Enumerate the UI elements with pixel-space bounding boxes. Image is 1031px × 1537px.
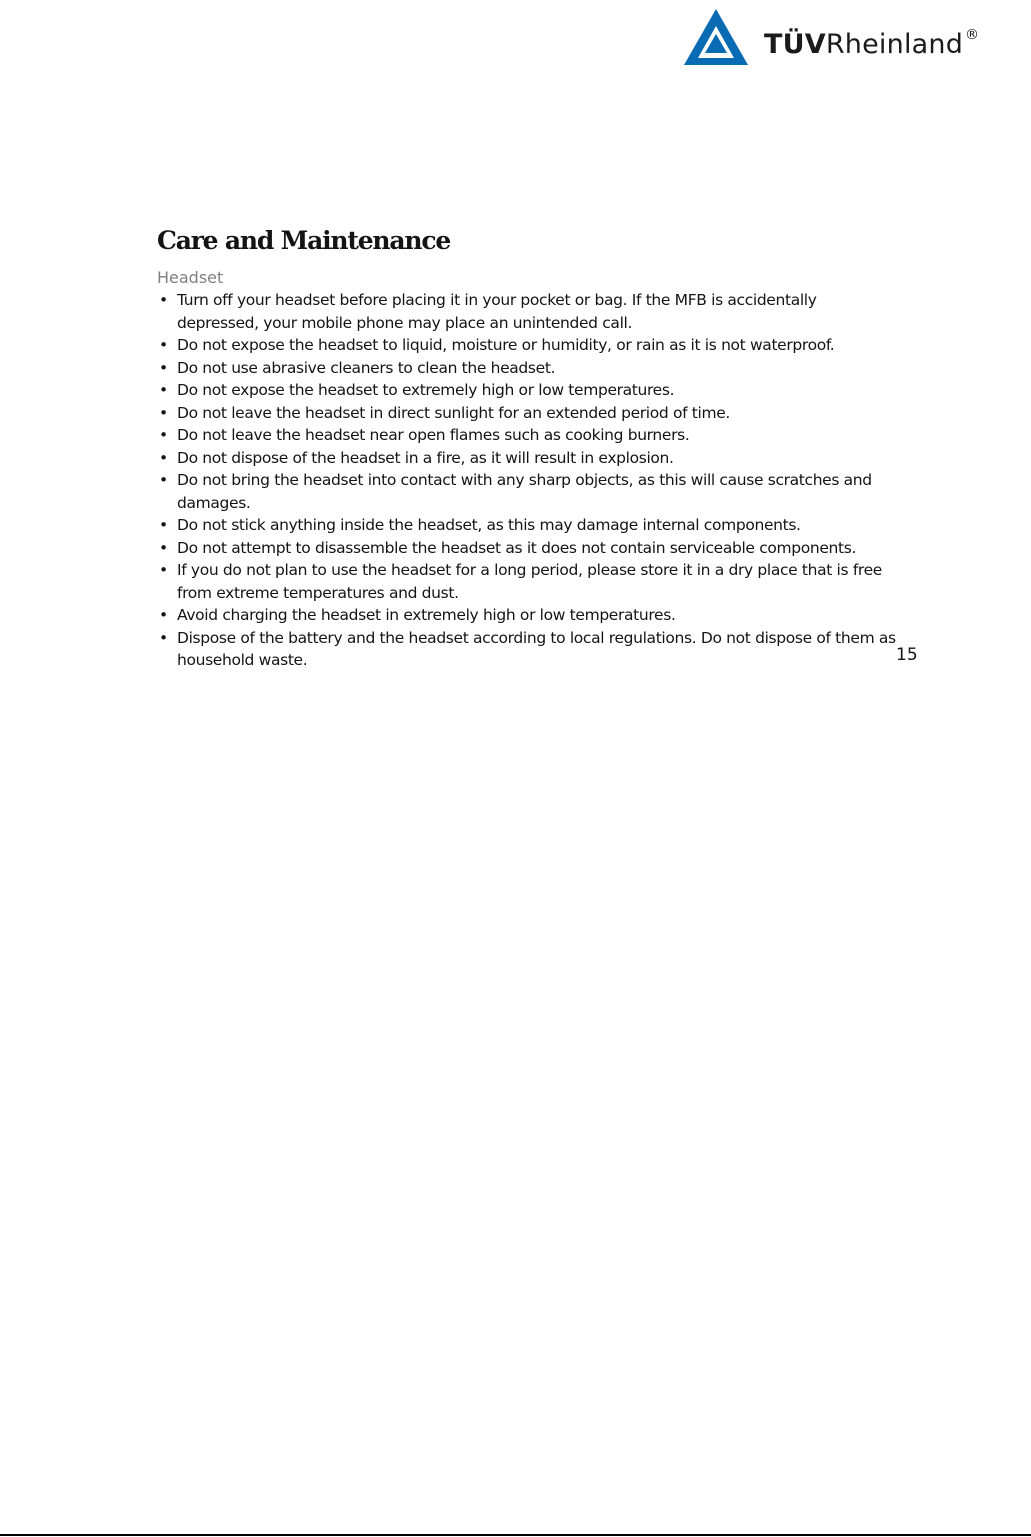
footer-divider	[0, 1534, 1031, 1536]
triangle-logo-icon	[682, 8, 750, 68]
bullet-icon: •	[159, 561, 168, 579]
list-item	[157, 537, 897, 560]
list-item-text: Do not leave the headset in direct sunlight for an extended period of time.	[177, 403, 730, 422]
list-item	[157, 604, 897, 627]
bullet-icon: •	[159, 538, 168, 557]
list-item	[157, 334, 897, 357]
care-bullet-list	[157, 289, 927, 672]
list-item	[157, 627, 897, 672]
care-section	[157, 224, 927, 672]
bullet-icon: •	[159, 606, 168, 624]
list-item	[157, 357, 897, 380]
page-number: 15	[896, 645, 918, 665]
list-item	[157, 559, 897, 604]
logo-name-regular: Rheinland	[825, 29, 964, 60]
list-item-text: Dispose of the battery and the headset according to local regulations. Do not dispose of them as household waste.	[177, 628, 896, 669]
list-item	[157, 447, 897, 470]
section-title: Care and Maintenance	[157, 226, 451, 255]
list-item-text: Do not expose the headset to liquid, moisture or humidity, or rain as it is not waterproof.	[177, 336, 835, 354]
list-item-text: Do not use abrasive cleaners to clean the headset.	[177, 358, 556, 377]
tuv-rheinland-logo	[682, 8, 1012, 70]
list-item-text: If you do not plan to use the headset for a long period, please store it in a dry place that is free from extreme temperatures and dust.	[177, 561, 882, 602]
list-item	[157, 469, 897, 514]
bullet-icon: •	[159, 471, 168, 489]
bullet-icon: •	[159, 381, 168, 399]
logo-name-bold: TÜV	[764, 29, 826, 60]
bullet-icon: •	[159, 628, 168, 647]
list-item-text: Avoid charging the headset in extremely high or low temperatures.	[177, 606, 676, 624]
list-item-text: Do not leave the headset near open flames such as cooking burners.	[177, 426, 690, 444]
bullet-icon: •	[159, 448, 168, 467]
bullet-icon: •	[159, 426, 168, 444]
list-item-text: Do not expose the headset to extremely high or low temperatures.	[177, 381, 675, 399]
list-item-text: Do not dispose of the headset in a fire, as it will result in explosion.	[177, 448, 674, 467]
list-item	[157, 424, 897, 447]
logo-wordmark	[764, 23, 979, 61]
bullet-icon: •	[159, 336, 168, 354]
list-item-text: Do not attempt to disassemble the headset as it does not contain serviceable components.	[177, 538, 857, 557]
list-item	[157, 379, 897, 402]
list-item-text: Do not stick anything inside the headset, as this may damage internal components.	[177, 516, 801, 534]
bullet-icon: •	[159, 291, 168, 309]
list-item-text: Turn off your headset before placing it in your pocket or bag. If the MFB is accidentally depressed, your mobile phone may place an unintended call.	[177, 291, 817, 332]
bullet-icon: •	[159, 358, 168, 377]
list-item	[157, 402, 897, 425]
registered-mark: ®	[965, 27, 980, 43]
section-subheading: Headset	[157, 268, 224, 287]
bullet-icon: •	[159, 516, 168, 534]
list-item	[157, 514, 897, 537]
bullet-icon: •	[159, 403, 168, 422]
list-item-text: Do not bring the headset into contact with any sharp objects, as this will cause scratches and damages.	[177, 471, 872, 512]
list-item	[157, 289, 897, 334]
